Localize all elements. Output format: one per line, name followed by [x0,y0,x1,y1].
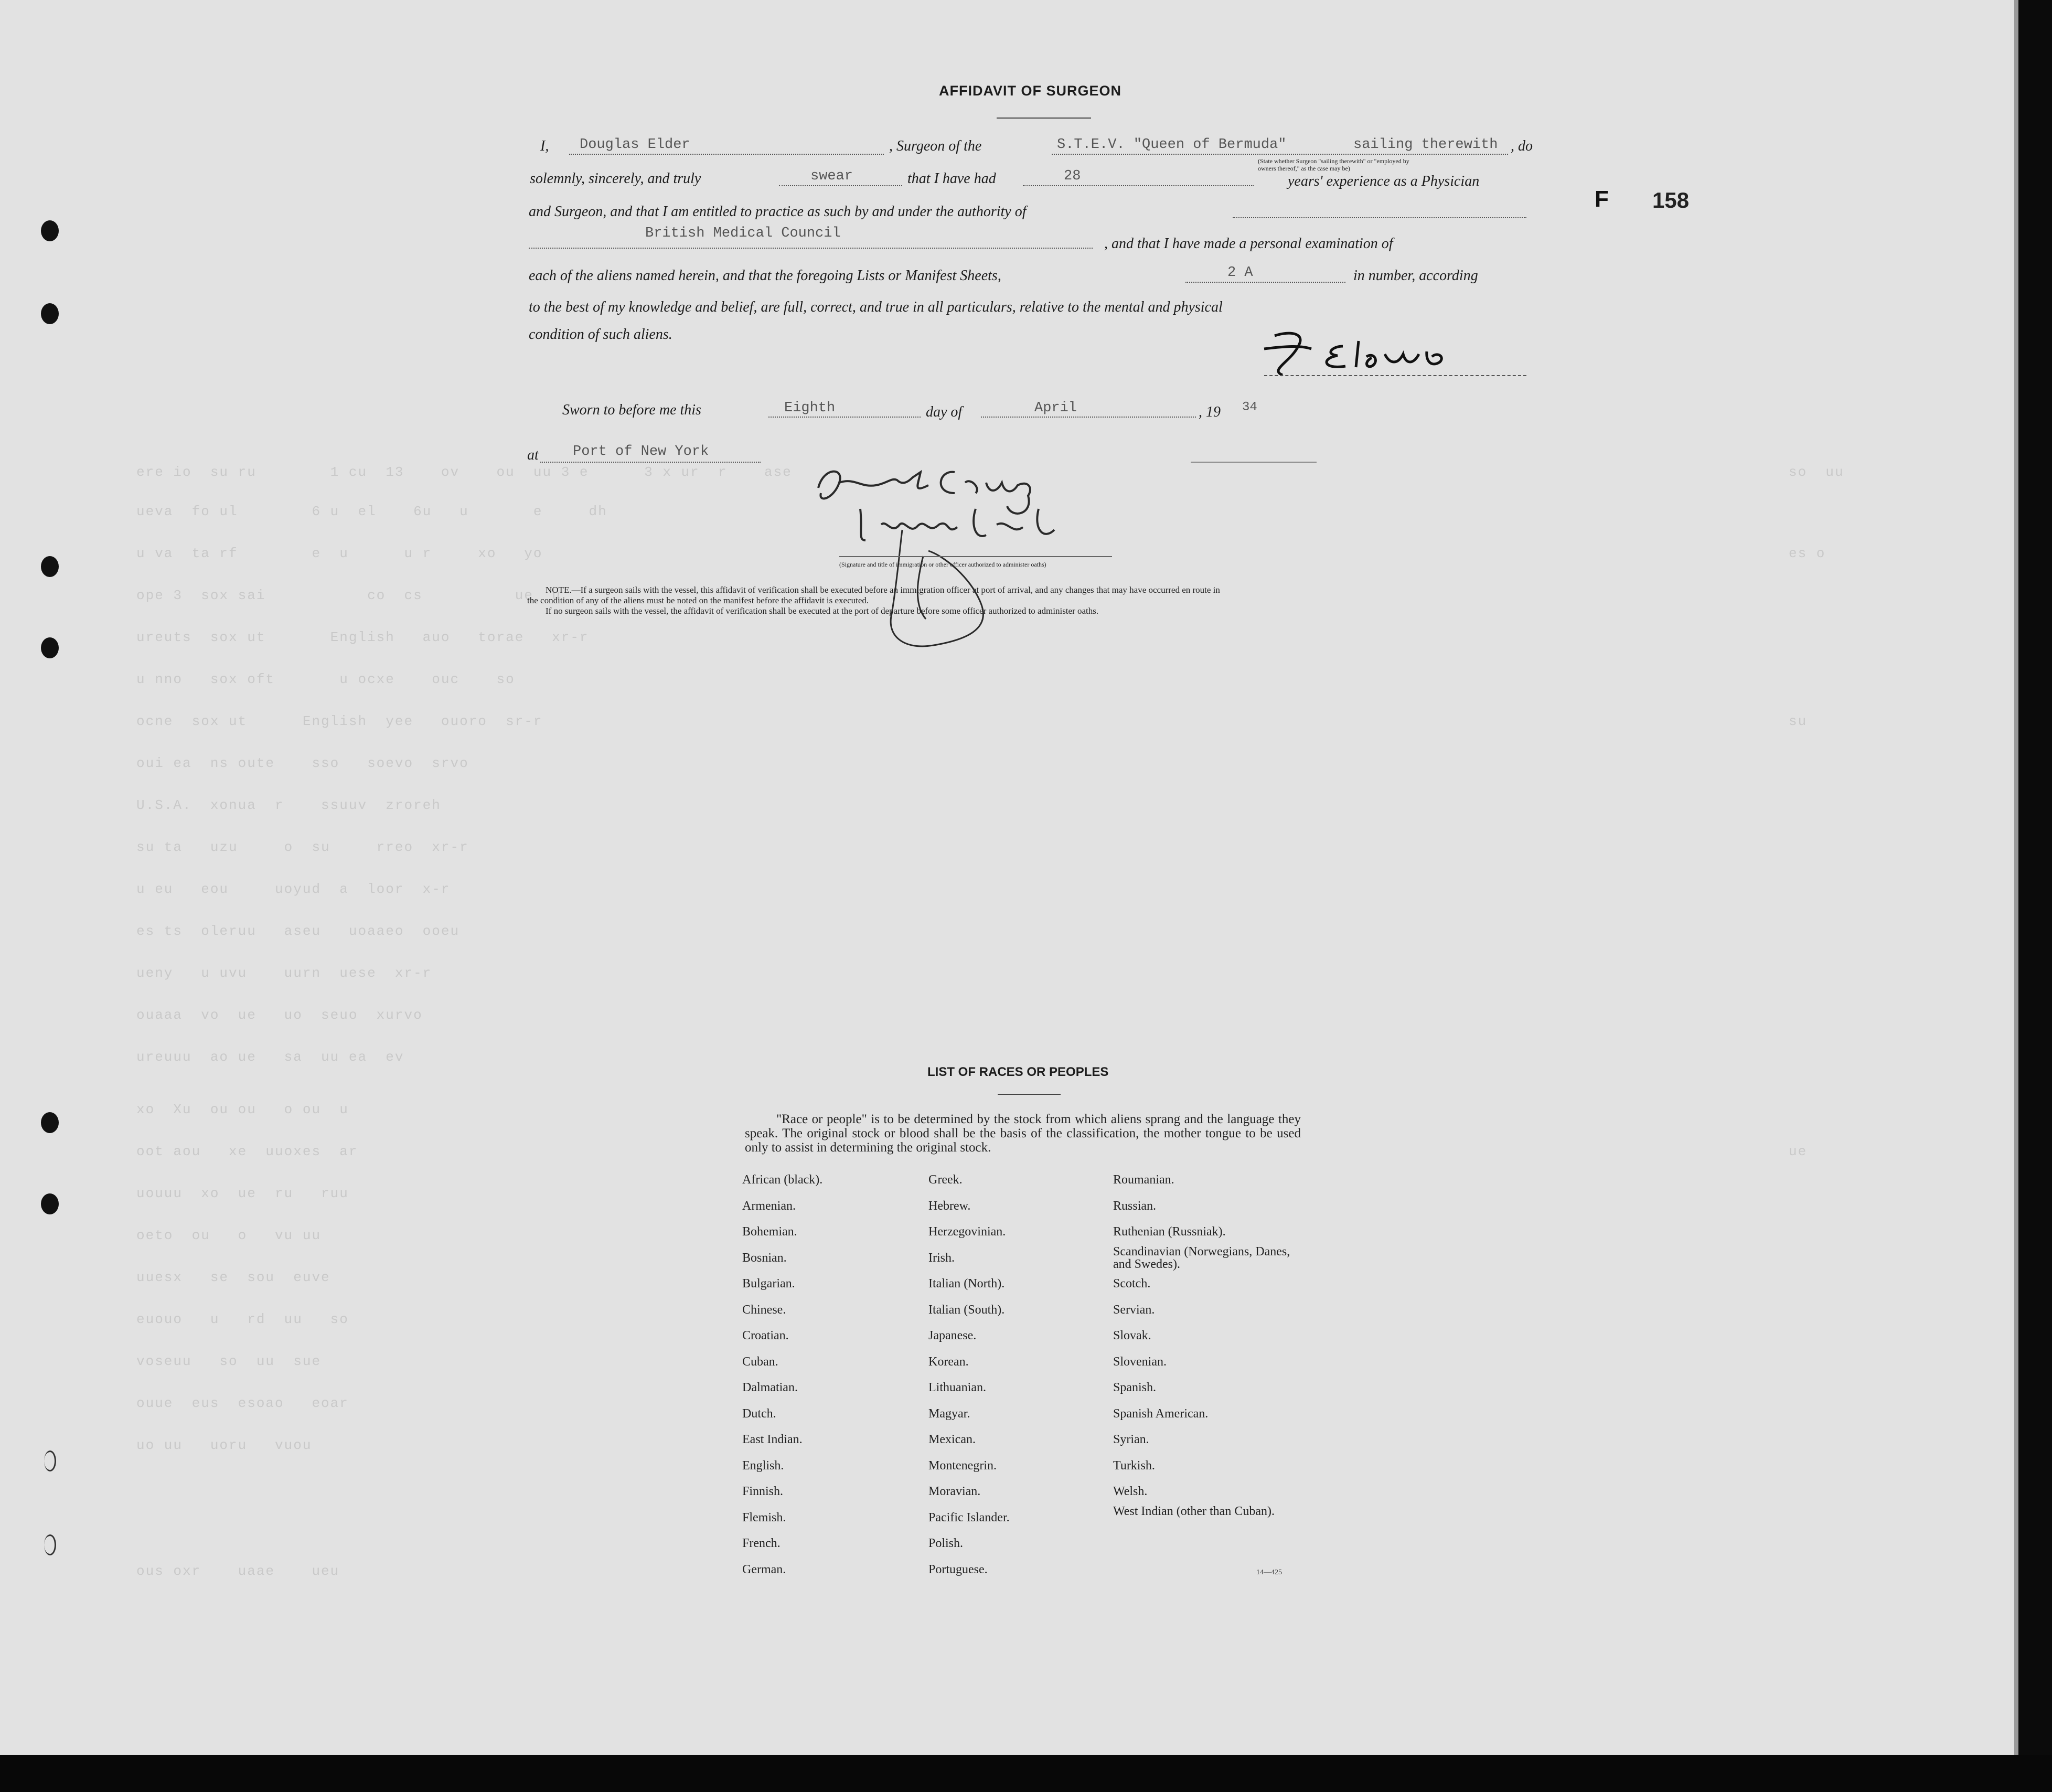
state-note: (State whether Surgeon "sailing therewith" or "employed by owners thereof," as the case may be) [1258,157,1409,172]
race-item: English. [742,1458,784,1473]
race-item: Ruthenian (Russniak). [1113,1225,1226,1239]
affidavit-title: AFFIDAVIT OF SURGEON [939,83,1121,99]
punch-hole [41,556,59,577]
sworn-b: day of [926,404,963,420]
race-item: Korean. [928,1354,969,1369]
form-number: 14—425 [1256,1569,1282,1576]
races-intro: "Race or people" is to be determined by the stock from which aliens sprang and the language they speak. The original stock or blood shall be the basis of the classification, the mother tongue to be used only to assist in determining the original stock. [745,1112,1301,1155]
page-edge [2014,0,2018,1755]
line4-end: , and that I have made a personal examination of [1104,236,1393,252]
sworn-c: , 19 [1199,404,1221,420]
race-item: Spanish. [1113,1381,1157,1394]
vessel-name: S.T.E.V. "Queen of Bermuda" [1057,137,1287,153]
race-item: Bohemian. [742,1225,797,1239]
race-item: Slovenian. [1113,1354,1167,1369]
race-item: Slovak. [1113,1329,1151,1342]
line5-a: each of the aliens named herein, and that the foregoing Lists or Manifest Sheets, [529,268,1001,284]
punch-hole [41,303,59,324]
races-col-3 [1113,1167,1302,1518]
sworn-year: 34 [1242,400,1257,414]
line1-mid: , Surgeon of the [889,138,982,154]
race-item: Armenian. [742,1199,796,1213]
punch-hole-outline [44,1534,56,1555]
race-item: Irish. [928,1251,955,1265]
scan-border [0,1755,2052,1792]
race-item: Italian (South). [928,1303,1005,1317]
sworn-month: April [1034,400,1077,416]
line2-b: that I have had [907,170,996,187]
note-line2: the condition of any of the aliens must be noted on the manifest before the affidavit is executed. [527,595,869,605]
race-item: Russian. [1113,1199,1157,1213]
race-item: Welsh. [1113,1485,1148,1498]
stamp-mark: F [1595,186,1609,212]
sworn-place: Port of New York [573,444,709,460]
race-item: Chinese. [742,1303,786,1317]
line1-end: , do [1511,138,1533,154]
race-item: Herzegovinian. [928,1225,1006,1239]
page-number: 158 [1652,188,1690,212]
race-item: Flemish. [742,1510,786,1524]
punch-hole-outline [44,1450,56,1471]
race-item: Spanish American. [1113,1406,1209,1421]
sworn-a: Sworn to before me this [562,402,701,418]
surgeon-name: Douglas Elder [580,137,690,153]
race-item: West Indian (other than Cuban). [1113,1504,1275,1518]
note-line1: NOTE.—If a surgeon sails with the vessel, this affidavit of verification shall be executed before an immigration officer at port of arrival, and any changes that may have occurred en route in [546,585,1220,595]
races-title: LIST OF RACES OR PEOPLES [927,1065,1109,1079]
race-item: Mexican. [928,1433,976,1446]
sailing-status: sailing therewith [1353,137,1498,153]
punch-hole [41,1112,59,1133]
race-item: Dalmatian. [742,1381,798,1394]
races-col-1 [742,1167,822,1583]
race-item: East Indian. [742,1433,803,1446]
line5-b: in number, according [1353,268,1478,284]
race-item: Scandinavian (Norwegians, Danes, and Swedes). [1113,1244,1290,1271]
race-item: Pacific Islander. [928,1510,1010,1524]
race-item: Finnish. [742,1485,784,1498]
race-item: Italian (North). [928,1277,1005,1290]
race-item: Lithuanian. [928,1381,986,1394]
race-item: Montenegrin. [928,1458,997,1473]
line2-c: years' experience as a Physician [1288,173,1480,189]
authority: British Medical Council [645,226,841,241]
manifest-sheet: ere io su ru 1 cu 13 ov ou uu 3 e 3 x ur r ase ueva fo ul 6 u el 6u u e dh u va ta rf e u u r xo yo ope 3 sox sai co cs ue u ureuts sox ut English auo torae xr-r u nno sox oft u ocxe ouc so ocne sox ut English yee ouoro sr-r oui ea ns oute sso soevo srvo U.S.A. xonua r ssuuv zroreh su ta uzu o su rreo xr-r u eu eou uoyud a loor x-r es ts oleruu aseu uoaaeo ooeu ueny u uvu uurn uese xr-r ouaaa vo ue uo seuo xurvo ureuuu ao ue sa uu ea ev xo Xu ou ou o ou u oot aou xe uuoxes ar uouuu xo ue ru ruu oeto ou o vu uu uuesx se sou euve euouo u rd uu so voseuu so uu sue ouue eus esoao eoar uo uu uoru vuou ous oxr uaae ueu so uu es o su ue AFFIDAVIT OF SURGEON I, Douglas Elder , Surgeon of the S.T.E.V. "Queen of Bermuda" sailing therewith , do (State whether Surgeon "sailing therewith" or "employed by owners thereof," as the case may be) solemnly, sincerely, and truly swear that I have had 28 years' experience as a Physician and Surgeon, and that I am entitled to practice as such by and under the authority of British Medical Council , and that I have made a personal examination of each of the aliens named herein, and that the foregoing Lists or Manifest Sheets, 2 A in number, according to the best of my knowledge and belief, are full, correct, and true in all particulars, relative to the mental and physical condition of such aliens. Sworn to before me this Eighth day of April , 19 34 at Port of New York (Signature and title of immigration or other officer authorized to administer oaths) NOTE.—If a surgeon sails with the vessel, this affidavit of verification shall be executed before an immigration officer at port of arrival, and any changes that may have occurred en route in the condition of any of the aliens must be noted on the manifest before the affidavit is executed. If no surgeon sails with the vessel, the affidavit of verification shall be executed at the port of departure before some officer authorized to administer oaths. F 158 LIST OF RACES OR PEOPLES "Race or people" is to be determined by the stock from which aliens sprang and the language they speak. The original stock or blood shall be the basis of the classification, the mother tongue to be used only to assist in determining the original stock. African (black). Armenian. Bohemian. Bosnian. Bulgarian. Chinese. Croatian. Cuban. Dalmatian. Dutch. East Indian. English. Finnish. Flemish. French. German. Greek. Hebrew. Herzegovinian. Irish. Italian (North). Italian (South). Japanese. Korean. Lithuanian. Magyar. Mexican. Montenegrin. Moravian. Pacific Islander. Polish. Portuguese. Roumanian. Russian. Ruthenian (Russniak). Scandinavian (Norwegians, Danes, and Swedes). Scotch. Servian. Slovak. Slovenian. Spanish. Spanish American. Syrian. Turkish. Welsh. West Indian (other than Cuban). 14—425 [0,0,2014,1755]
races-col-2 [928,1167,1010,1583]
line3: and Surgeon, and that I am entitled to practice as such by and under the authority of [529,204,1027,220]
race-item: Turkish. [1113,1458,1155,1473]
punch-hole [41,1193,59,1214]
race-item: German. [742,1562,786,1576]
race-item: Syrian. [1113,1433,1149,1446]
sheets-count: 2 A [1227,265,1253,281]
race-item: Dutch. [742,1406,776,1421]
years-value: 28 [1064,168,1081,184]
line-i: I, [540,138,549,154]
sworn-day: Eighth [784,400,836,416]
officer-caption: (Signature and title of immigration or other officer authorized to administer oaths) [839,561,1046,568]
punch-hole [41,637,59,658]
race-item: Bulgarian. [742,1277,795,1290]
line7: condition of such aliens. [529,326,672,343]
punch-hole [41,220,59,241]
at-label: at [527,447,539,463]
note-line3: If no surgeon sails with the vessel, the affidavit of verification shall be executed at the port of departure before some officer authorized to administer oaths. [546,606,1099,616]
line6: to the best of my knowledge and belief, are full, correct, and true in all particulars, relative to the mental and physical [529,299,1223,315]
race-item: Portuguese. [928,1562,988,1576]
race-item: Scotch. [1113,1277,1151,1290]
race-item: Cuban. [742,1354,778,1369]
race-item: Moravian. [928,1485,981,1498]
races-rule [998,1094,1061,1095]
race-item: Greek. [928,1173,963,1187]
race-item: Servian. [1113,1303,1155,1317]
surgeon-signature [1259,325,1500,383]
officer-signature [808,456,1123,698]
race-item: Japanese. [928,1329,977,1342]
race-item: Hebrew. [928,1199,971,1213]
race-item: Croatian. [742,1329,789,1342]
race-item: African (black). [742,1173,823,1187]
line2-a: solemnly, sincerely, and truly [530,170,701,187]
oath-word: swear [810,168,853,184]
title-rule [997,118,1091,119]
race-item: Bosnian. [742,1251,787,1265]
race-item: French. [742,1537,781,1550]
race-item: Polish. [928,1537,964,1550]
race-item: Magyar. [928,1406,970,1421]
race-item: Roumanian. [1113,1173,1174,1187]
